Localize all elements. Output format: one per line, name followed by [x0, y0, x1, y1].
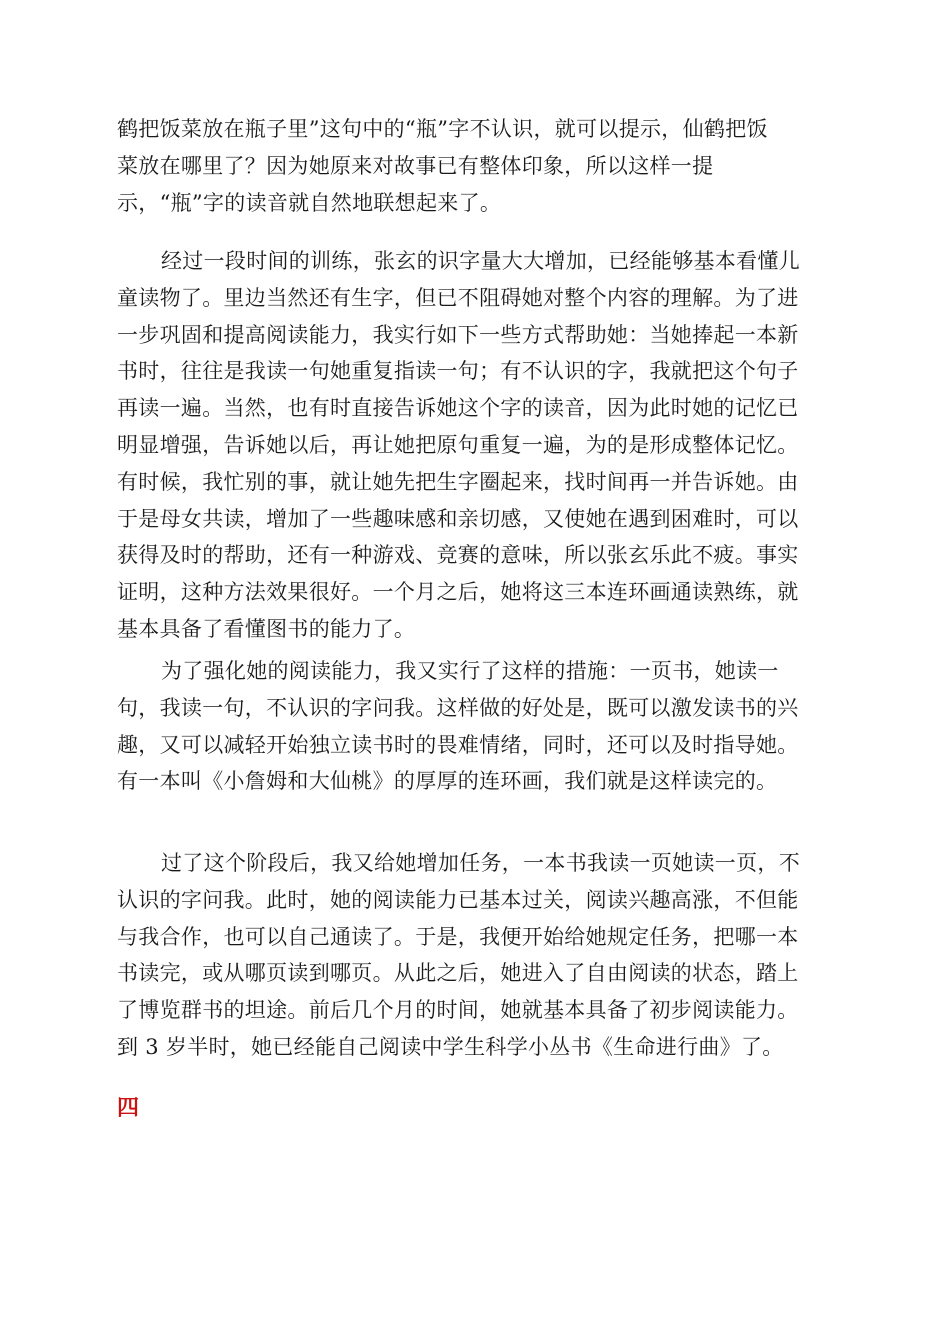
- text-line: 明显增强，告诉她以后，再让她把原句重复一遍，为的是形成整体记忆。: [117, 432, 799, 457]
- paragraph-training: [117, 243, 837, 648]
- text-line: 获得及时的帮助，还有一种游戏、竞赛的意味，所以张玄乐此不疲。事实: [117, 543, 799, 568]
- text-line: 到 3 岁半时，她已经能自己阅读中学生科学小丛书《生命进行曲》了。: [117, 1034, 784, 1059]
- text-line: 认识的字问我。此时，她的阅读能力已基本过关，阅读兴趣高涨，不但能: [117, 887, 799, 912]
- text-line: 童读物了。里边当然还有生字，但已不阻碍她对整个内容的理解。为了进: [117, 285, 799, 310]
- section-number-heading: 四: [117, 1095, 140, 1121]
- text-line: 经过一段时间的训练，张玄的识字量大大增加，已经能够基本看懂儿: [161, 249, 800, 273]
- paragraph-continuation: [117, 111, 837, 221]
- paragraph-next-stage: [117, 845, 837, 1066]
- text-line: 菜放在哪里了？因为她原来对故事已有整体印象，所以这样一提: [117, 153, 714, 178]
- text-line: 趣，又可以减轻开始独立读书时的畏难情绪，同时，还可以及时指导她。: [117, 732, 799, 757]
- text-line: 有时候，我忙别的事，就让她先把生字圈起来，找时间再一并告诉她。由: [117, 469, 799, 494]
- text-line: 书时，往往是我读一句她重复指读一句；有不认识的字，我就把这个句子: [117, 359, 799, 384]
- text-line: 再读一遍。当然，也有时直接告诉她这个字的读音，因为此时她的记忆已: [117, 396, 799, 421]
- text-line: 鹤把饭菜放在瓶子里”这句中的“瓶”字不认识，就可以提示，仙鹤把饭: [117, 117, 768, 141]
- text-line: 与我合作，也可以自己通读了。于是，我便开始给她规定任务，把哪一本: [117, 924, 799, 949]
- text-line: 书读完，或从哪页读到哪页。从此之后，她进入了自由阅读的状态，踏上: [117, 961, 799, 986]
- text-line: 示，“瓶”字的读音就自然地联想起来了。: [117, 190, 502, 215]
- text-line: 过了这个阶段后，我又给她增加任务，一本书我读一页她读一页，不: [161, 851, 800, 875]
- text-line: 基本具备了看懂图书的能力了。: [117, 616, 416, 641]
- text-line: 句，我读一句，不认识的字问我。这样做的好处是，既可以激发读书的兴: [117, 695, 799, 720]
- text-line: 证明，这种方法效果很好。一个月之后，她将这三本连环画通读熟练，就: [117, 580, 799, 605]
- text-line: 于是母女共读，增加了一些趣味感和亲切感，又使她在遇到困难时，可以: [117, 506, 799, 531]
- text-line: 一步巩固和提高阅读能力，我实行如下一些方式帮助她：当她捧起一本新: [117, 322, 799, 347]
- paragraph-strengthen: [117, 653, 837, 800]
- text-line: 有一本叫《小詹姆和大仙桃》的厚厚的连环画，我们就是这样读完的。: [117, 769, 778, 794]
- text-line: 了博览群书的坦途。前后几个月的时间，她就基本具备了初步阅读能力。: [117, 998, 799, 1023]
- text-line: 为了强化她的阅读能力，我又实行了这样的措施：一页书，她读一: [161, 659, 779, 683]
